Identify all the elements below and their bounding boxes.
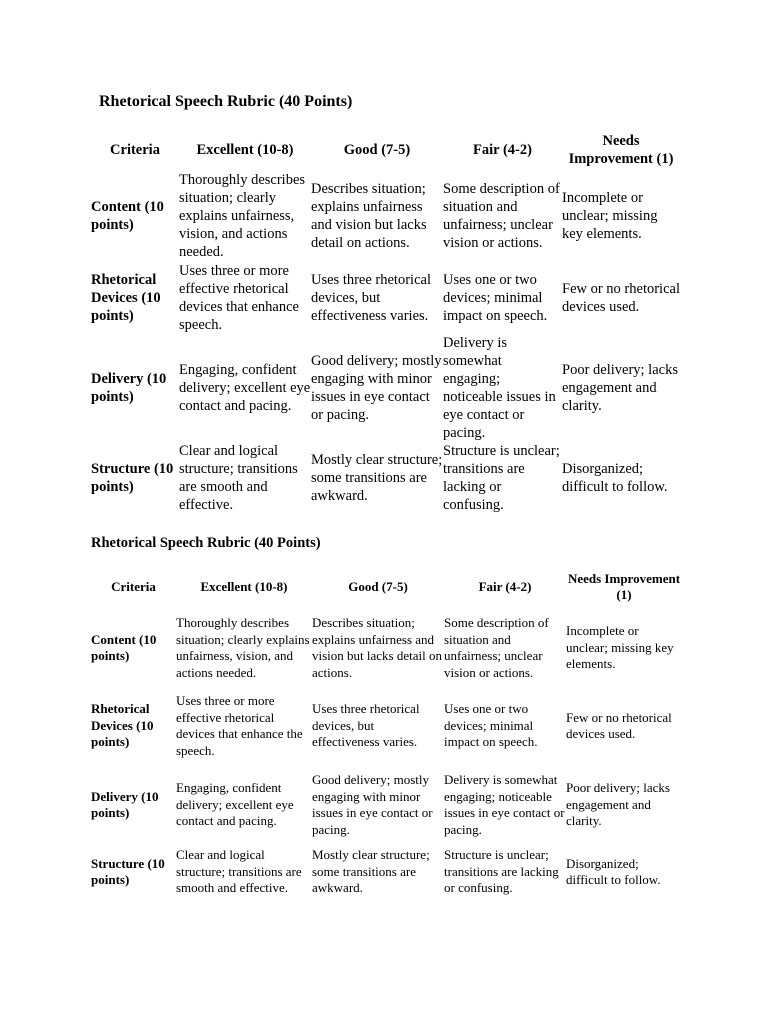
criteria-cell: Structure (10 points) xyxy=(91,855,165,887)
header-criteria: Criteria xyxy=(111,578,156,594)
fair-cell: Delivery is somewhat engaging; noticeable issues in eye contact or pacing. xyxy=(444,772,565,837)
rubric-title: Rhetorical Speech Rubric (40 Points) xyxy=(99,93,353,110)
excellent-cell: Uses three or more effective rhetorical devices that enhance the speech. xyxy=(176,693,303,758)
header-excellent: Excellent (10-8) xyxy=(200,578,288,594)
header-fair: Fair (4-2) xyxy=(478,578,532,594)
header-good: Good (7-5) xyxy=(348,578,408,594)
excellent-cell: Engaging, confident delivery; excellent eye contact and pacing. xyxy=(176,780,294,829)
table-row xyxy=(91,442,680,514)
needs-improvement-cell: Incomplete or unclear; missing key elements. xyxy=(562,190,658,242)
needs-improvement-cell: Disorganized; difficult to follow. xyxy=(566,855,661,887)
criteria-cell: Rhetorical Devices (10 points) xyxy=(91,701,154,750)
fair-cell: Structure is unclear; transitions are lacking or confusing. xyxy=(443,443,560,513)
fair-cell: Delivery is somewhat engaging; noticeable issues in eye contact or pacing. xyxy=(443,335,556,441)
excellent-cell: Engaging, confident delivery; excellent eye contact and pacing. xyxy=(179,362,311,414)
excellent-cell: Clear and logical structure; transitions are smooth and effective. xyxy=(176,847,302,896)
needs-improvement-cell: Few or no rhetorical devices used. xyxy=(562,281,680,315)
header-fair: Fair (4-2) xyxy=(473,142,532,158)
fair-cell: Uses one or two devices; minimal impact on speech. xyxy=(443,272,548,324)
rubric-table xyxy=(91,567,682,897)
rubric-title: Rhetorical Speech Rubric (40 Points) xyxy=(91,535,321,551)
fair-cell: Uses one or two devices; minimal impact on speech. xyxy=(444,701,538,750)
criteria-cell: Delivery (10 points) xyxy=(91,788,159,820)
table-row xyxy=(91,607,682,689)
criteria-cell: Content (10 points) xyxy=(91,199,164,233)
good-cell: Uses three rhetorical devices, but effectiveness varies. xyxy=(312,701,420,750)
excellent-cell: Thoroughly describes situation; clearly explains unfairness, vision, and actions needed. xyxy=(179,172,306,260)
table-row xyxy=(91,689,682,763)
good-cell: Mostly clear structure; some transitions are awkward. xyxy=(311,452,443,504)
needs-improvement-cell: Few or no rhetorical devices used. xyxy=(566,709,672,741)
table-header-row xyxy=(91,567,682,607)
criteria-cell: Delivery (10 points) xyxy=(91,371,167,405)
good-cell: Describes situation; explains unfairness and vision but lacks detail on actions. xyxy=(311,181,427,251)
fair-cell: Some description of situation and unfairness; unclear vision or actions. xyxy=(444,615,549,680)
good-cell: Uses three rhetorical devices, but effectiveness varies. xyxy=(311,272,431,324)
table-header-row xyxy=(91,130,680,170)
criteria-cell: Content (10 points) xyxy=(91,631,157,663)
table-row xyxy=(91,170,680,262)
needs-improvement-cell: Poor delivery; lacks engagement and clarity. xyxy=(562,362,678,414)
table-row xyxy=(91,763,682,847)
criteria-cell: Structure (10 points) xyxy=(91,461,174,495)
good-cell: Good delivery; mostly engaging with minor issues in eye contact or pacing. xyxy=(312,772,433,837)
excellent-cell: Uses three or more effective rhetorical devices that enhance speech. xyxy=(179,263,299,333)
excellent-cell: Clear and logical structure; transitions are smooth and effective. xyxy=(179,443,298,513)
header-criteria: Criteria xyxy=(110,142,160,158)
header-needs-improvement: Needs Improvement (1) xyxy=(568,133,674,167)
table-row xyxy=(91,847,682,897)
header-good: Good (7-5) xyxy=(343,142,411,158)
good-cell: Good delivery; mostly engaging with minor issues in eye contact or pacing. xyxy=(311,353,442,423)
excellent-cell: Thoroughly describes situation; clearly explains unfairness, vision, and actions needed. xyxy=(176,615,310,680)
header-needs-improvement: Needs Improvement (1) xyxy=(567,570,681,602)
good-cell: Describes situation; explains unfairness and vision but lacks detail on actions. xyxy=(312,615,442,680)
table-row xyxy=(91,334,680,442)
needs-improvement-cell: Incomplete or unclear; missing key elements. xyxy=(566,623,674,672)
needs-improvement-cell: Poor delivery; lacks engagement and clarity. xyxy=(566,780,670,829)
table-row xyxy=(91,262,680,334)
rubric-table xyxy=(91,130,680,514)
fair-cell: Structure is unclear; transitions are lacking or confusing. xyxy=(444,847,559,896)
good-cell: Mostly clear structure; some transitions are awkward. xyxy=(312,847,430,896)
criteria-cell: Rhetorical Devices (10 points) xyxy=(91,272,161,324)
needs-improvement-cell: Disorganized; difficult to follow. xyxy=(562,461,668,495)
header-excellent: Excellent (10-8) xyxy=(196,142,294,158)
fair-cell: Some description of situation and unfairness; unclear vision or actions. xyxy=(443,181,560,251)
